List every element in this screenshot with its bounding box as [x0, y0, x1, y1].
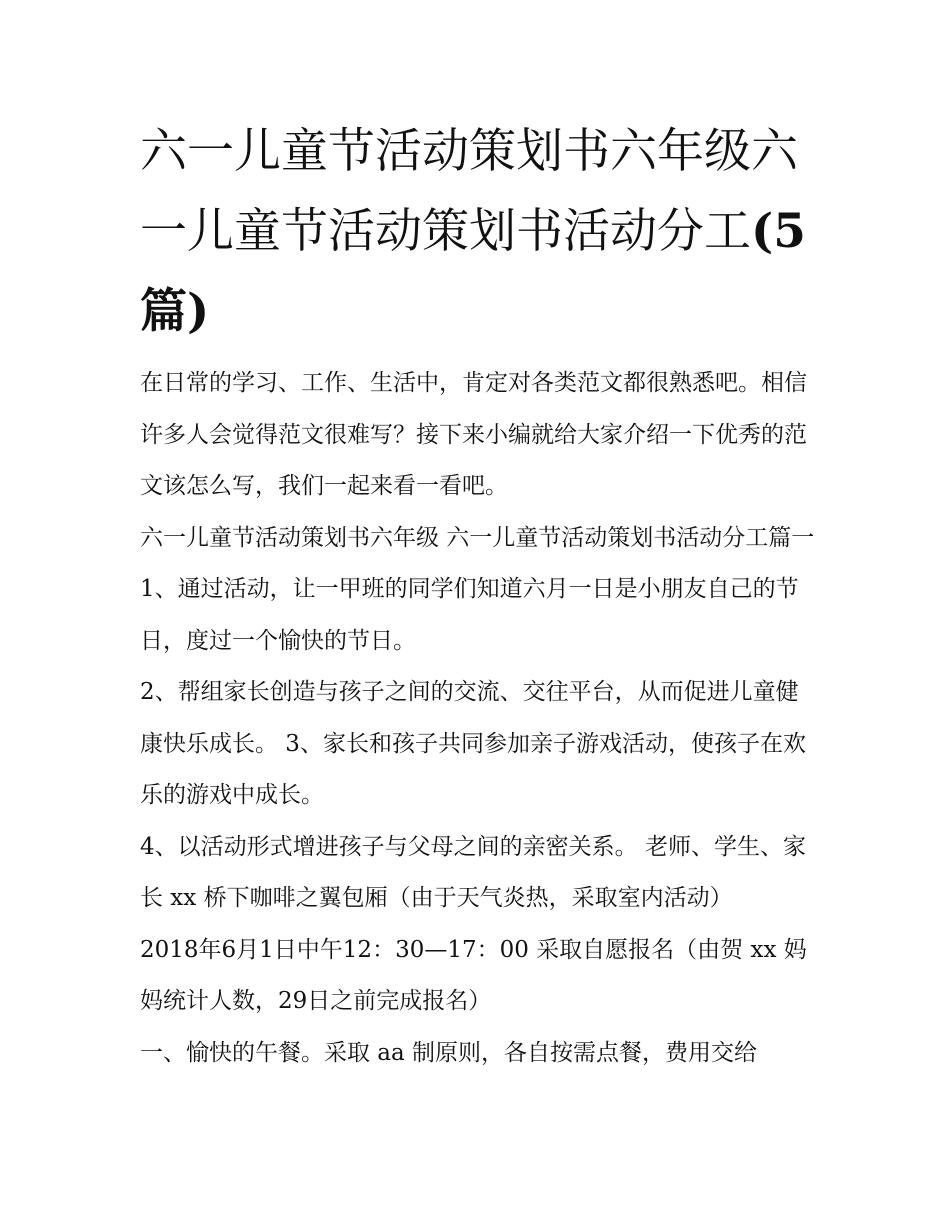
- body-paragraph-5: 一、愉快的午餐。采取 aa 制原则，各自按需点餐，费用交给: [140, 1039, 758, 1066]
- document-page: [140, 112, 820, 1079]
- intro-paragraph: 在日常的学习、工作、生活中，肯定对各类范文都很熟悉吧。相信许多人会觉得范文很难写？接下来小编就给大家介绍一下优秀的范文该怎么写，我们一起来看一看吧。: [140, 370, 807, 499]
- document-title: [140, 112, 820, 352]
- title-tail-text: (5篇): [140, 204, 806, 339]
- body-paragraph-4: 2018年6月1日中午12：30—17：00 采取自愿报名（由贺 xx 妈妈统计人数，29日之前完成报名）: [140, 936, 807, 1014]
- body-paragraph-2: 2、帮组家长创造与孩子之间的交流、交往平台，从而促进儿童健康快乐成长。 3、家长和孩子共同参加亲子游戏活动，使孩子在欢乐的游戏中成长。: [140, 679, 806, 808]
- title-main-text: 六一儿童节活动策划书六年级六一儿童节活动策划书活动分工: [140, 124, 798, 259]
- body-paragraph-3: 4、以活动形式增进孩子与父母之间的亲密关系。 老师、学生、家长 xx 桥下咖啡之翼包厢（由于天气炎热，采取室内活动）: [140, 833, 806, 911]
- body-paragraph-1: 六一儿童节活动策划书六年级 六一儿童节活动策划书活动分工篇一 1、通过活动，让一甲班的同学们知道六月一日是小朋友自己的节日，度过一个愉快的节日。: [140, 524, 815, 654]
